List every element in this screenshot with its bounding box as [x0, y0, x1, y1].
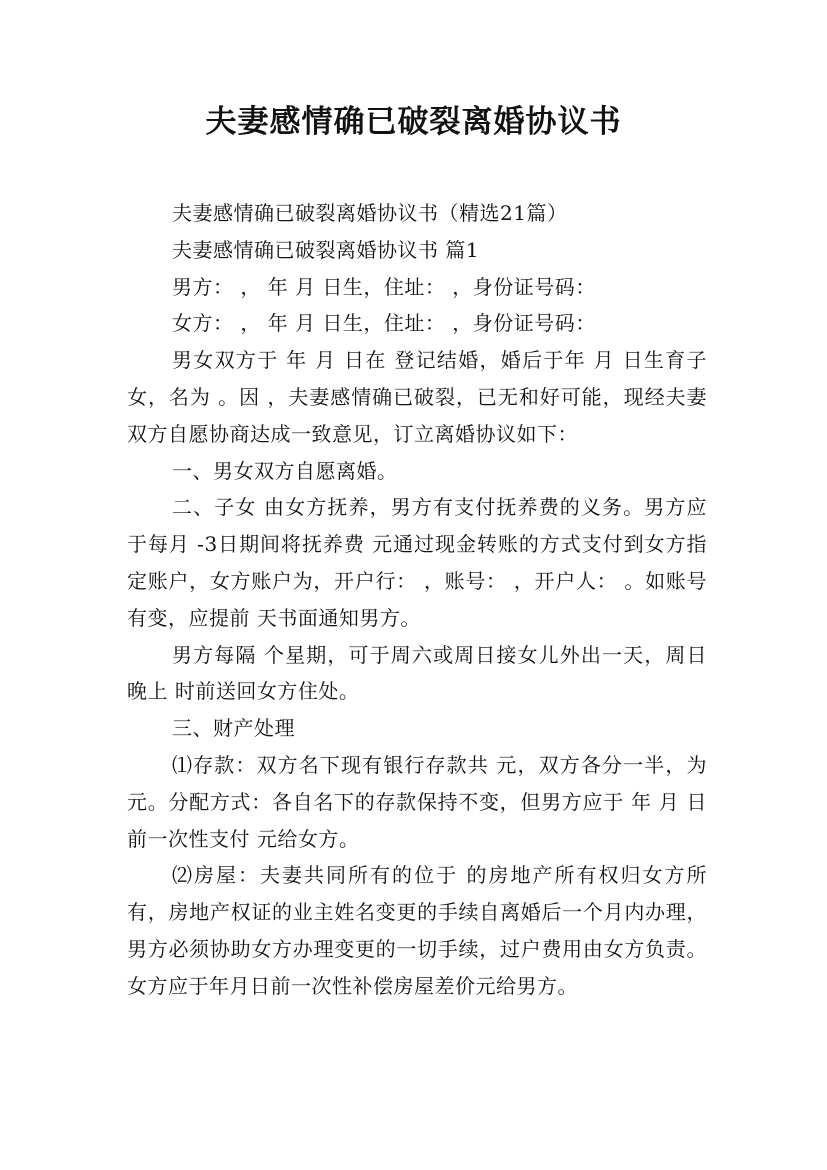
paragraph-clause-1: 一、男女双方自愿离婚。	[172, 458, 398, 483]
paragraph-visitation: 男方每隔 个星期，可于周六或周日接女儿外出一天，周日晚上 时前送回女方住处。	[127, 642, 707, 704]
paragraph-subtitle: 夫妻感情确已破裂离婚协议书（精选21篇）	[172, 201, 568, 225]
paragraph-male-party: 男方： ， 年 月 日生，住址： ，身份证号码：	[172, 274, 596, 299]
document-title: 夫妻感情确已破裂离婚协议书	[205, 104, 622, 140]
paragraph-deposits: ⑴存款：双方名下现有银行存款共 元，双方各分一半，为元。分配方式：各自名下的存款保持不变，但男方应于 年 月 日前一次性支付 元给女方。	[127, 752, 707, 851]
paragraph-clause-2: 二、子女 由女方抚养，男方有支付抚养费的义务。男方应于每月 -3日期间将抚养费 元通过现金转账的方式支付到女方指定账户，女方账户为，开户行： ，账号： ，开户人： 。如账号有变，应提前 天书面通知男方。	[127, 495, 707, 630]
document-body	[127, 195, 707, 1005]
paragraph-clause-3: 三、财产处理	[172, 716, 295, 741]
paragraph-marriage-info: 男女双方于 年 月 日在 登记结婚，婚后于年 月 日生育子女，名为 。因 ，夫妻感情确已破裂，已无和好可能，现经夫妻双方自愿协商达成一致意见，订立离婚协议如下：	[127, 348, 707, 446]
paragraph-female-party: 女方： ， 年 月 日生，住址： ，身份证号码：	[172, 311, 596, 336]
paragraph-house: ⑵房屋：夫妻共同所有的位于 的房地产所有权归女方所有，房地产权证的业主姓名变更的手续自离婚后一个月内办理，男方必须协助女方办理变更的一切手续，过户费用由女方负责。女方应于年月日前一次性补偿房屋差价元给男方。	[127, 863, 707, 998]
paragraph-section-heading: 夫妻感情确已破裂离婚协议书 篇1	[172, 237, 480, 262]
